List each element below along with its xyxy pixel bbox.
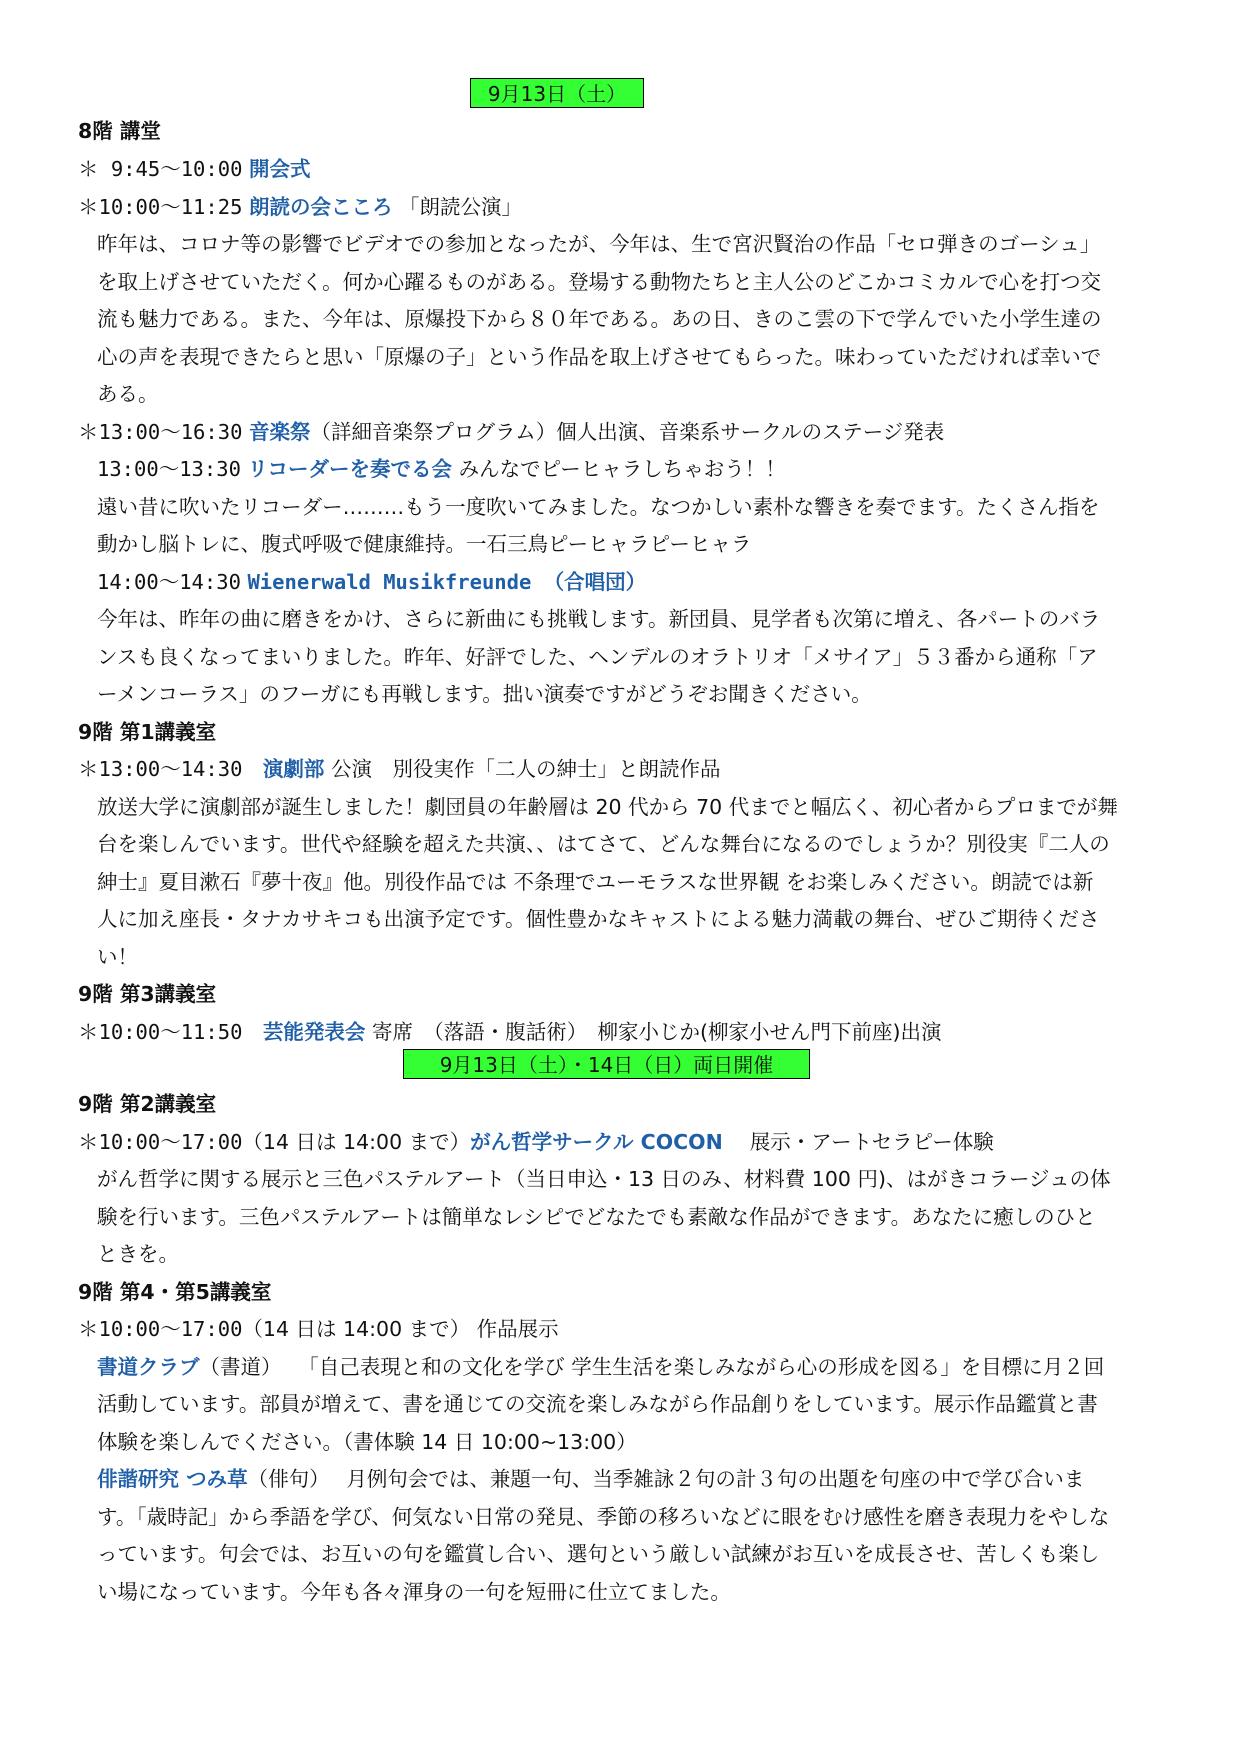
event-title: 演劇部 <box>262 757 325 781</box>
event-recorder-club <box>97 454 786 484</box>
club-genre: （俳句） <box>247 1467 320 1491</box>
description-line: 「自己表現と和の文化を学び 学生生活を楽しみながら心の形成を図る」を目標に月２回 <box>298 1355 1105 1379</box>
event-title: がん哲学サークル COCON <box>470 1130 723 1154</box>
description-line: 月例句会では、兼題一句、当季雑詠２句の計３句の出題を句座の中で学び合いま <box>346 1467 1085 1491</box>
event-title: 芸能発表会 <box>262 1020 366 1044</box>
description-line: 台を楽しんでいます。世代や経験を超えた共演、、はてさて、どんな舞台になるのでしょうか？別役実『二人の <box>97 832 1110 856</box>
date-banner-day1: 9月13日（土） <box>470 78 644 108</box>
event-drama-club <box>78 754 720 784</box>
description-line: がん哲学に関する展示と三色パステルアート（当日申込・13 日のみ、材料費 100 円)、はがきコラージュの体 <box>97 1167 1111 1191</box>
event-time: 10:00～17:00 <box>98 1130 243 1154</box>
description-line: い！ <box>97 945 138 969</box>
description-line: 人に加え座長・タナカサキコも出演予定です。個性豊かなキャストによる魅力満載の舞台、ぜひご期待くださ <box>97 907 1100 931</box>
event-time: 10:00～11:50 <box>98 1020 243 1044</box>
description-line: ンスも良くなってまいりました。昨年、好評でした、ヘンデルのオラトリオ「メサイア」５３番から通称「ア <box>97 645 1098 669</box>
event-title: リコーダーを奏でる会 <box>247 457 453 481</box>
room-heading-9f-room3: 9階 第3講義室 <box>78 982 217 1006</box>
event-reading-club <box>78 192 522 222</box>
description-line: い場になっています。今年も各々渾身の一句を短冊に仕立てました。 <box>97 1580 731 1604</box>
description-line: 動かし脳トレに、腹式呼吸で健康維持。一石三鳥ピーヒャラピーヒャラ <box>97 532 752 556</box>
event-opening-ceremony <box>78 154 310 184</box>
event-subtitle: 展示・アートセラピー体験 <box>749 1130 994 1154</box>
description-line: 験を行います。三色パステルアートは簡単なレシピでどなたでも素敵な作品ができます。あなたに癒しのひと <box>97 1205 1096 1229</box>
event-subtitle: みんなでピーヒャラしちゃおう！！ <box>458 457 786 481</box>
description-line: 流も魅力である。また、今年は、原爆投下から８０年である。あの日、きのこ雲の下で学んでいた小学生達の <box>97 307 1102 331</box>
room-heading-9f-room1: 9階 第1講義室 <box>78 720 217 744</box>
bullet: ＊ <box>78 420 99 444</box>
description-line: 活動しています。部員が増えて、書を通じての交流を楽しみながら作品創りをしています。展示作品鑑賞と書 <box>97 1392 1098 1416</box>
club-calligraphy <box>97 1352 1104 1382</box>
event-subtitle: 公演 別役実作「二人の紳士」と朗読作品 <box>330 757 721 781</box>
club-title: 書道クラブ <box>97 1355 200 1379</box>
description-line: を取上げさせていただく。何か心躍るものがある。登場する動物たちと主人公のどこかコミカルで心を打つ交 <box>97 270 1102 294</box>
event-cancer-philosophy <box>78 1127 994 1157</box>
room-heading-9f-room2: 9階 第2講義室 <box>78 1092 217 1116</box>
bullet: ＊ <box>78 1317 99 1341</box>
club-haikai <box>97 1464 1084 1494</box>
description-line: ときを。 <box>97 1242 179 1266</box>
bullet: ＊ <box>78 1020 99 1044</box>
event-performing-arts <box>78 1017 941 1047</box>
event-subtitle: 寄席 （落語・腹話術） 柳家小じか(柳家小せん門下前座)出演 <box>371 1020 942 1044</box>
description-line: ある。 <box>97 382 159 406</box>
club-title: 俳諧研究 つみ草 <box>97 1467 248 1491</box>
event-subtitle: 「朗読公演」 <box>398 195 522 219</box>
description-line: 放送大学に演劇部が誕生しました！劇団員の年齢層は 20 代から 70 代までと幅広く、初心者からプロまでが舞 <box>97 795 1118 819</box>
event-music-festival <box>78 417 944 447</box>
description-line: 紳士』夏目漱石『夢十夜』他。別役作品では 不条理でユーモラスな世界観 をお楽しみください。朗読では新 <box>97 870 1094 894</box>
bullet: ＊ <box>78 757 99 781</box>
event-time: 14:00～14:30 <box>97 570 241 594</box>
event-title: 開会式 <box>248 157 311 181</box>
room-heading-9f-room4-5: 9階 第4・第5講義室 <box>78 1280 272 1304</box>
bullet: ＊ <box>78 157 99 181</box>
event-time: 13:00～16:30 <box>98 420 243 444</box>
event-time: 13:00～14:30 <box>98 757 243 781</box>
event-time: 10:00～17:00 <box>98 1317 243 1341</box>
description-line: す。「歳時記」から季語を学び、何気ない日常の発見、季節の移ろいなどに眼をむけ感性を磨き表現力をやしな <box>97 1505 1110 1529</box>
event-title: Wienerwald Musikfreunde （合唱団） <box>247 570 647 594</box>
event-note: （14 日は 14:00 まで） <box>242 1130 471 1154</box>
room-heading-8f-auditorium: 8階 講堂 <box>78 119 161 143</box>
description-line: 今年は、昨年の曲に磨きをかけ、さらに新曲にも挑戦します。新団員、見学者も次第に増え、各パートのバラ <box>97 607 1101 631</box>
event-choir <box>97 567 646 597</box>
event-time: 9:45～10:00 <box>98 157 243 181</box>
event-subtitle: （詳細音楽祭プログラム）個人出演、音楽系サークルのステージ発表 <box>310 420 945 444</box>
bullet: ＊ <box>78 1130 99 1154</box>
description-line: 体験を楽しんでください。（書体験 14 日 10:00~13:00） <box>97 1430 637 1454</box>
date-banner-both-days: 9月13日（土）・14日（日）両日開催 <box>403 1049 810 1079</box>
description-line: ーメンコーラス」のフーガにも再戦します。拙い演奏ですがどうぞお聞きください。 <box>97 682 872 706</box>
club-genre: （書道） <box>199 1355 272 1379</box>
event-time: 13:00～13:30 <box>97 457 241 481</box>
description-line: 遠い昔に吹いたリコーダー………もう一度吹いてみました。なつかしい素朴な響きを奏でます。たくさん指を <box>97 495 1100 519</box>
event-title: 朗読の会こころ <box>248 195 393 219</box>
event-exhibition <box>78 1314 559 1344</box>
event-time: 10:00～11:25 <box>98 195 243 219</box>
description-line: 昨年は、コロナ等の影響でビデオでの参加となったが、今年は、生で宮沢賢治の作品「セロ弾きのゴーシュ」 <box>97 232 1101 256</box>
event-subtitle: 作品展示 <box>476 1317 559 1341</box>
bullet: ＊ <box>78 195 99 219</box>
description-line: っています。句会では、お互いの句を鑑賞し合い、選句という厳しい試練がお互いを成長させ、苦しくも楽し <box>97 1542 1100 1566</box>
event-title: 音楽祭 <box>248 420 311 444</box>
description-line: 心の声を表現できたらと思い「原爆の子」という作品を取上げさせてもらった。味わっていただければ幸いで <box>97 345 1102 369</box>
event-note: （14 日は 14:00 まで） <box>242 1317 471 1341</box>
